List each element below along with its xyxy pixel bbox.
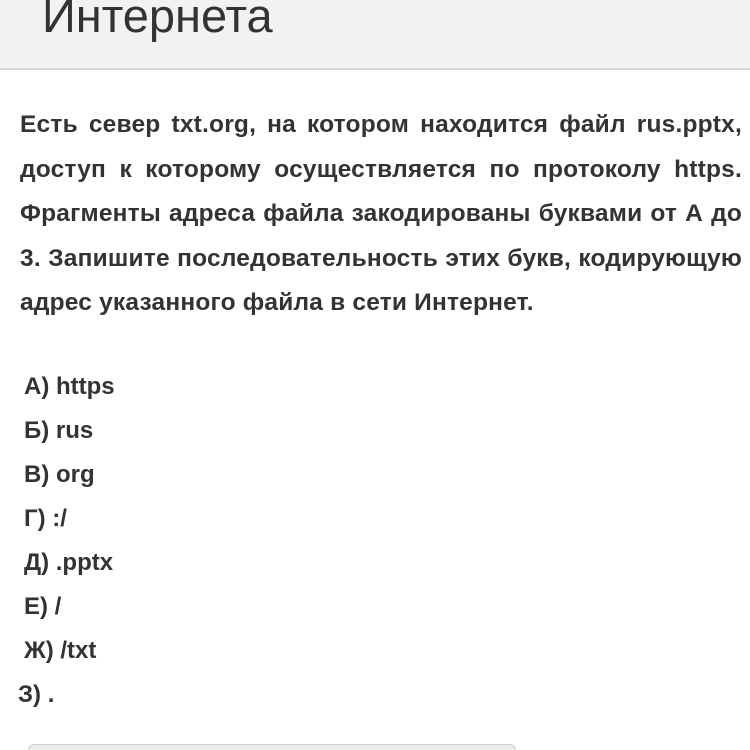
bottom-input-edge[interactable] [28,744,516,750]
option-item: Ж) /txt [24,637,97,664]
option-item: Д) .pptx [24,549,114,576]
option-item: Г) :/ [24,505,67,532]
question-text: Есть север txt.org, на котором находится файл rus.pptx, доступ к которому осуществляется по протоколу https. Фрагменты адреса файла закодированы буквами от А до 3. Запишите последовательность этих букв, кодирующую адрес указанного файла в сети Интернет. [20,111,742,316]
option-item: З) . [18,681,55,708]
header-bar [0,0,750,70]
option-item: Б) rus [24,417,94,444]
option-item: В) org [24,461,95,488]
option-item: А) https [24,373,115,400]
option-item: Е) / [24,593,62,620]
page-title: Интернета [42,0,273,42]
question-content [20,103,742,326]
answer-options-list [18,365,115,717]
